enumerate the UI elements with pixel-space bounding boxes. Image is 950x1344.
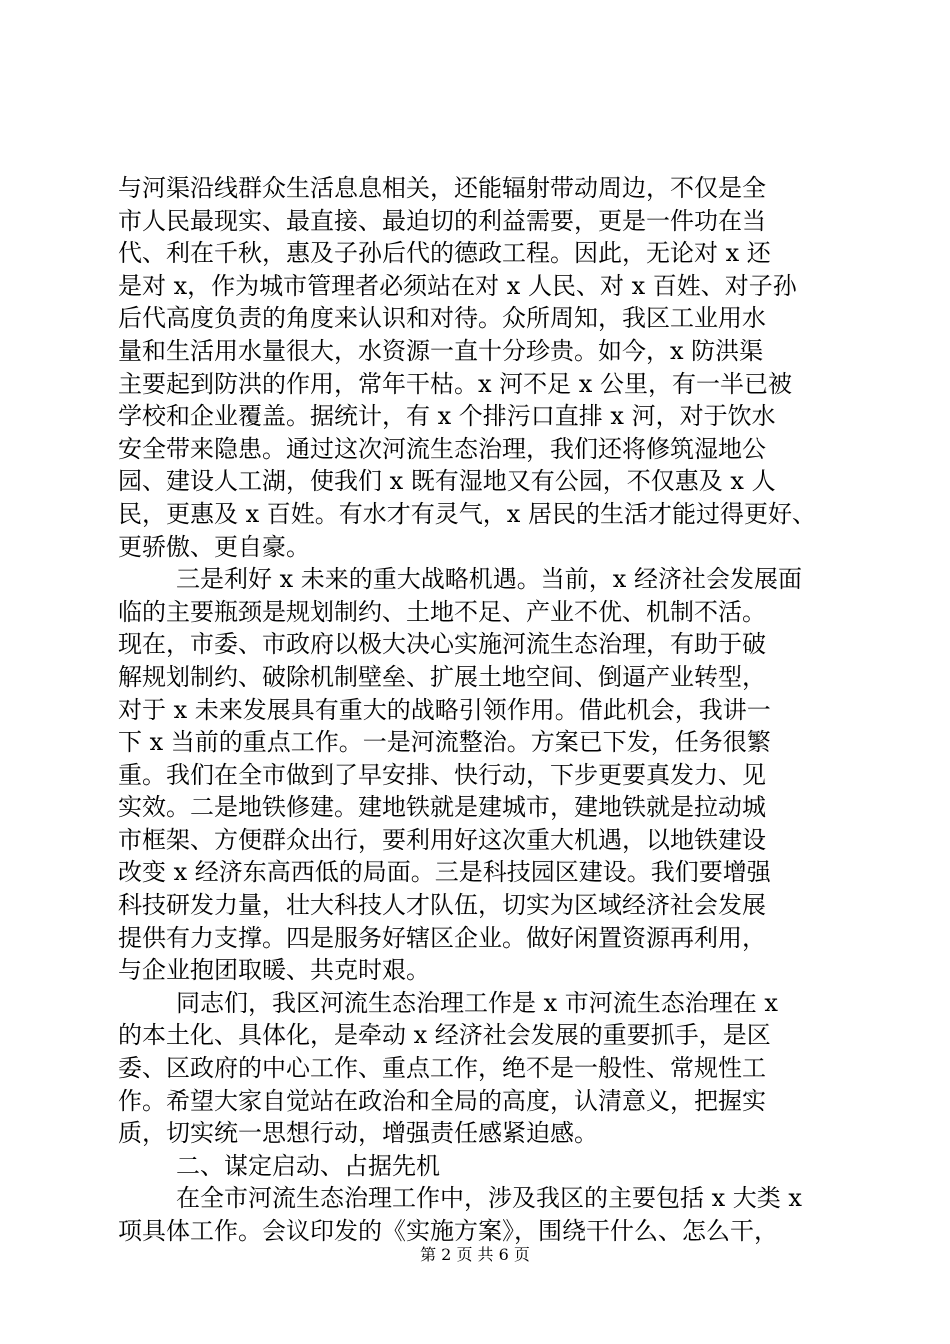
paragraph-start-line: 在全市河流生态治理工作中，涉及我区的主要包括 x 大类 x bbox=[176, 1184, 802, 1213]
text-line: 项具体工作。会议印发的《实施方案》，围绕干什么、怎么干， bbox=[118, 1217, 778, 1245]
text-line: 实效。二是地铁修建。建地铁就是建城市，建地铁就是拉动城 bbox=[118, 793, 766, 822]
text-line: 作。希望大家自觉站在政治和全局的高度，认清意义，把握实 bbox=[118, 1086, 766, 1115]
text-line: 是对 x，作为城市管理者必须站在对 x 人民、对 x 百姓、对子孙 bbox=[118, 271, 797, 300]
text-line: 重。我们在全市做到了早安排、快行动，下步更要真发力、见 bbox=[118, 760, 766, 789]
text-line: 市人民最现实、最直接、最迫切的利益需要，更是一件功在当 bbox=[118, 206, 766, 235]
text-line: 更骄傲、更自豪。 bbox=[118, 532, 310, 561]
text-line: 民，更惠及 x 百姓。有水才有灵气，x 居民的生活才能过得更好、 bbox=[118, 499, 816, 528]
text-line: 质，切实统一思想行动，增强责任感紧迫感。 bbox=[118, 1119, 598, 1148]
text-line: 下 x 当前的重点工作。一是河流整治。方案已下发，任务很繁 bbox=[118, 728, 771, 757]
text-line: 与企业抱团取暖、共克时艰。 bbox=[118, 956, 430, 985]
text-line: 后代高度负责的角度来认识和对待。众所周知，我区工业用水 bbox=[118, 304, 766, 333]
text-line: 学校和企业覆盖。据统计，有 x 个排污口直排 x 河，对于饮水 bbox=[118, 402, 776, 431]
text-line: 市框架、方便群众出行，要利用好这次重大机遇，以地铁建设 bbox=[118, 825, 766, 854]
text-line: 园、建设人工湖，使我们 x 既有湿地又有公园，不仅惠及 x 人 bbox=[118, 467, 776, 496]
text-line: 代、利在千秋，惠及子孙后代的德政工程。因此，无论对 x 还 bbox=[118, 239, 771, 268]
text-line: 提供有力支撑。四是服务好辖区企业。做好闲置资源再利用， bbox=[118, 923, 766, 952]
document-body bbox=[118, 172, 848, 1248]
text-line: 安全带来隐患。通过这次河流生态治理，我们还将修筑湿地公 bbox=[118, 434, 766, 463]
page-number-footer: 第 2 页 共 6 页 bbox=[420, 1245, 530, 1264]
text-line: 对于 x 未来发展具有重大的战略引领作用。借此机会，我讲一 bbox=[118, 695, 771, 724]
text-line: 与河渠沿线群众生活息息相关，还能辐射带动周边，不仅是全 bbox=[118, 174, 766, 202]
text-line: 解规划制约、破除机制壁垒、扩展土地空间、倒逼产业转型， bbox=[118, 662, 766, 691]
text-line: 委、区政府的中心工作、重点工作，绝不是一般性、常规性工 bbox=[118, 1054, 766, 1083]
paragraph-start-line: 三是利好 x 未来的重大战略机遇。当前，x 经济社会发展面 bbox=[176, 565, 802, 594]
text-line: 改变 x 经济东高西低的局面。三是科技园区建设。我们要增强 bbox=[118, 858, 771, 887]
text-line: 科技研发力量，壮大科技人才队伍，切实为区域经济社会发展 bbox=[118, 891, 766, 920]
text-line: 主要起到防洪的作用，常年干枯。x 河不足 x 公里，有一半已被 bbox=[118, 369, 792, 398]
section-heading: 二、谋定启动、占据先机 bbox=[176, 1151, 440, 1180]
text-line: 的本土化、具体化，是牵动 x 经济社会发展的重要抓手，是区 bbox=[118, 1021, 771, 1050]
text-line: 量和生活用水量很大，水资源一直十分珍贵。如今，x 防洪渠 bbox=[118, 336, 764, 365]
text-line: 临的主要瓶颈是规划制约、土地不足、产业不优、机制不活。 bbox=[118, 597, 766, 626]
text-line: 现在，市委、市政府以极大决心实施河流生态治理，有助于破 bbox=[118, 630, 766, 659]
paragraph-start-line: 同志们，我区河流生态治理工作是 x 市河流生态治理在 x bbox=[176, 988, 778, 1017]
